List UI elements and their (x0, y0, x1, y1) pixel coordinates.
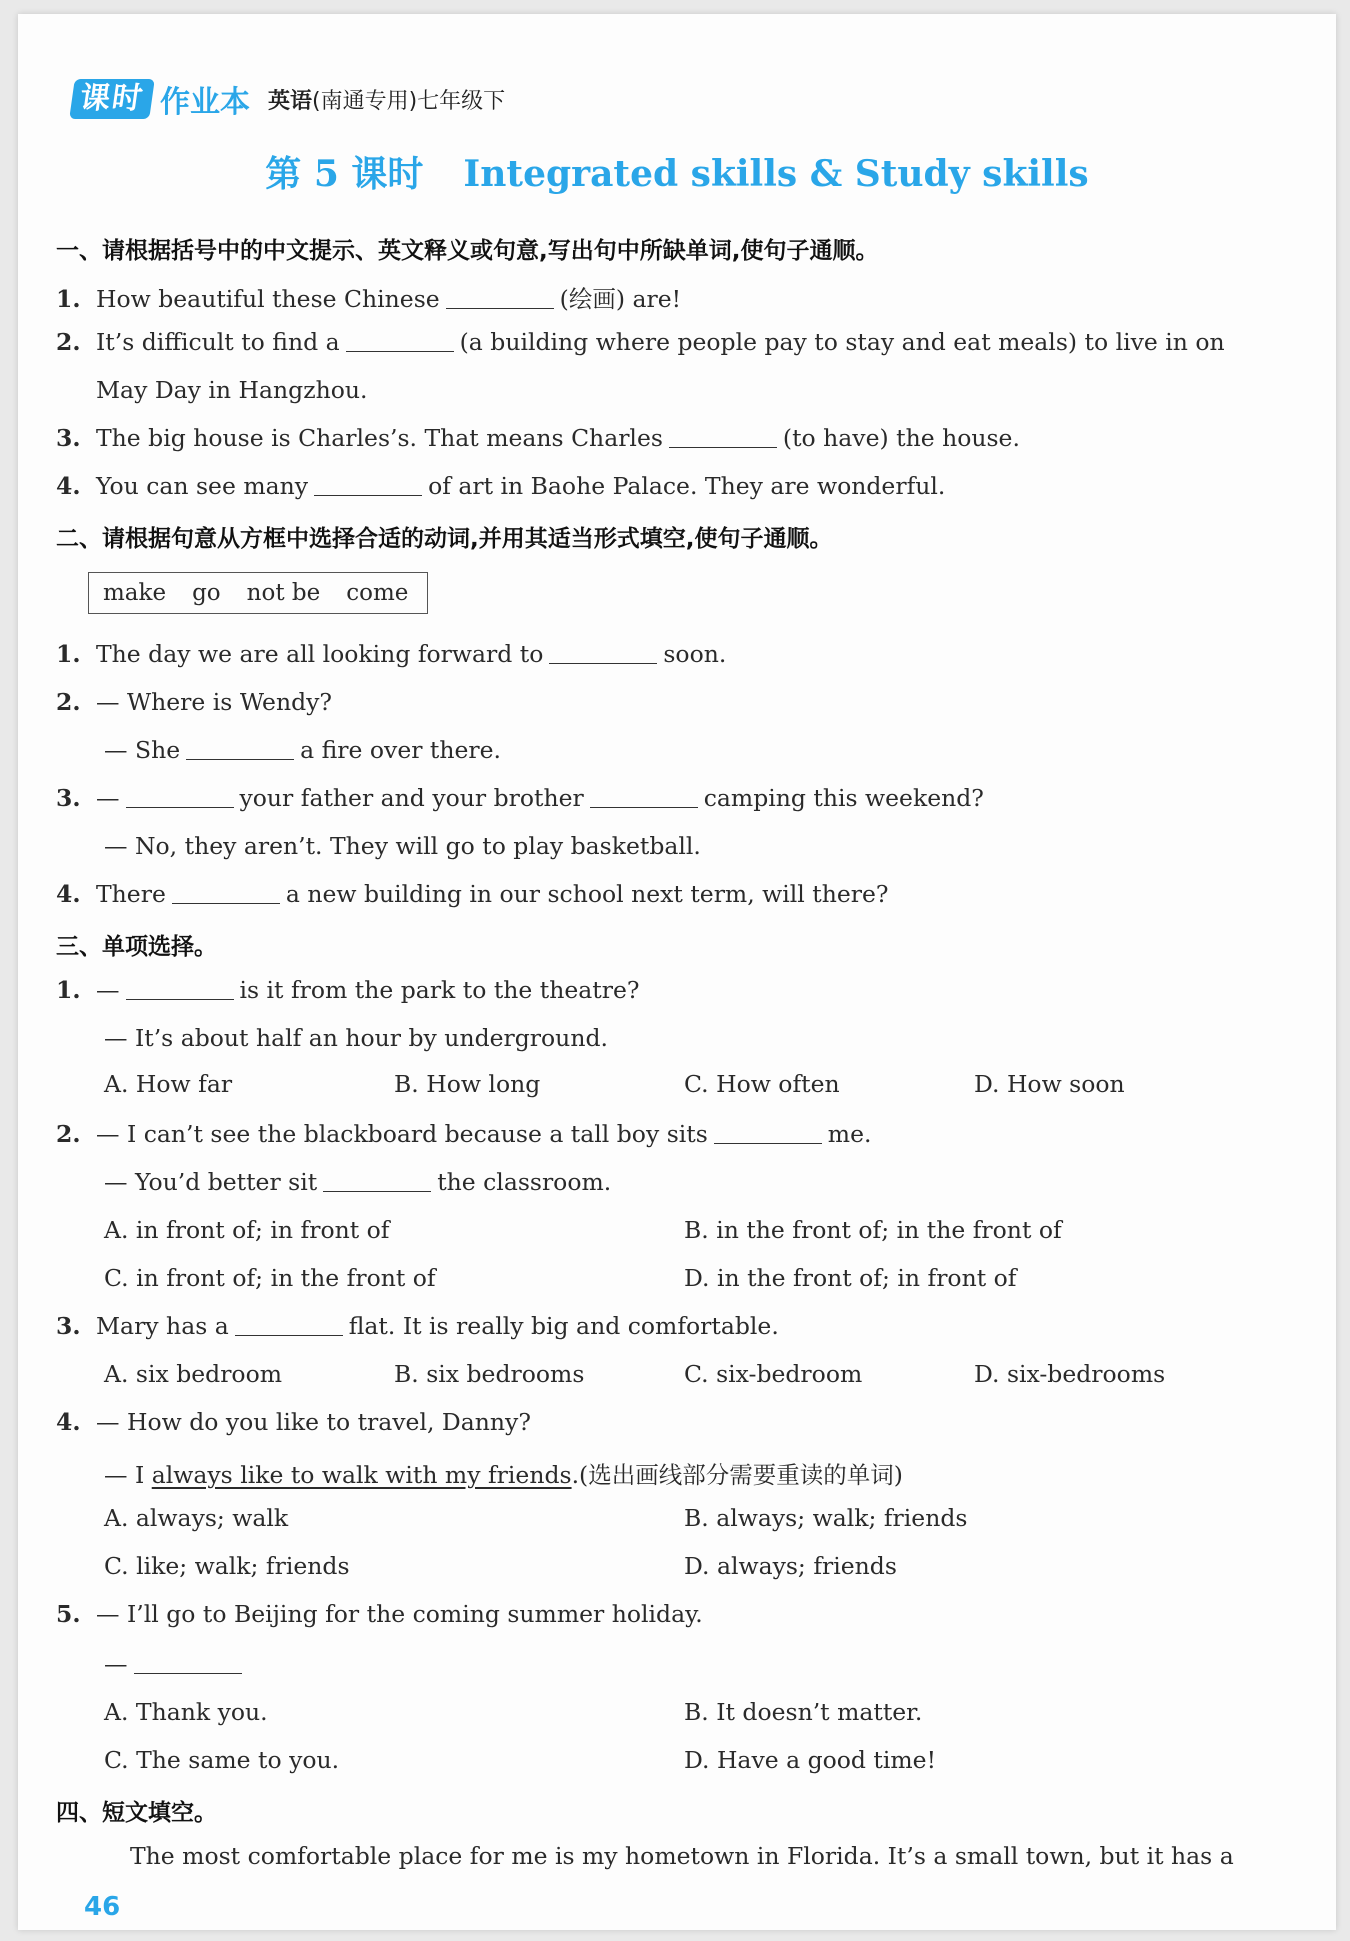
s2-question-4: 4. There a new building in our school next term, will there? (56, 880, 889, 908)
s3-q4-option-a[interactable]: A. always; walk (104, 1504, 289, 1532)
brand-logo: 课时 (69, 79, 155, 119)
answer-blank[interactable] (186, 758, 294, 760)
section-1-heading: 一、请根据括号中的中文提示、英文释义或句意,写出句中所缺单词,使句子通顺。 (56, 238, 879, 264)
answer-blank[interactable] (126, 998, 234, 1000)
s3-q2-option-d[interactable]: D. in the front of; in front of (684, 1264, 1017, 1292)
s3-q1-option-a[interactable]: A. How far (104, 1070, 233, 1098)
section-2-heading: 二、请根据句意从方框中选择合适的动词,并用其适当形式填空,使句子通顺。 (56, 526, 833, 552)
s3-q1-option-d[interactable]: D. How soon (974, 1070, 1125, 1098)
s3-question-1-reply: — It’s about half an hour by underground. (104, 1024, 608, 1052)
s3-q5-option-d[interactable]: D. Have a good time! (684, 1746, 937, 1774)
s3-q1-option-b[interactable]: B. How long (394, 1070, 541, 1098)
s3-q1-option-c[interactable]: C. How often (684, 1070, 840, 1098)
answer-blank[interactable] (134, 1672, 242, 1674)
word-option: go (192, 580, 221, 606)
s1-question-3: 3. The big house is Charles’s. That means Charles (to have) the house. (56, 424, 1020, 452)
s2-question-2-answer: — She a fire over there. (104, 736, 502, 764)
answer-blank[interactable] (549, 662, 657, 664)
s3-q2-option-b[interactable]: B. in the front of; in the front of (684, 1216, 1062, 1244)
answer-blank[interactable] (714, 1142, 822, 1144)
lesson-title: 第 5 课时 Integrated skills & Study skills (265, 153, 1089, 195)
s3-q4-option-b[interactable]: B. always; walk; friends (684, 1504, 968, 1532)
s3-q3-option-c[interactable]: C. six-bedroom (684, 1360, 863, 1388)
subject-label: 英语(南通专用)七年级下 (268, 88, 506, 114)
s3-question-4-reply: — I always like to walk with my friends.(选出画线部分需要重读的单词) (104, 1461, 903, 1489)
section-3-heading: 三、单项选择。 (56, 934, 217, 960)
s3-q3-option-b[interactable]: B. six bedrooms (394, 1360, 585, 1388)
header (72, 76, 505, 122)
answer-blank[interactable] (126, 806, 234, 808)
word-option: come (346, 580, 409, 606)
answer-blank[interactable] (590, 806, 698, 808)
s1-question-1: 1. How beautiful these Chinese (绘画) are! (56, 285, 682, 313)
answer-blank[interactable] (446, 307, 554, 309)
brand-name: 作业本 (160, 85, 250, 120)
s3-q5-option-c[interactable]: C. The same to you. (104, 1746, 340, 1774)
s1-question-2-cont: May Day in Hangzhou. (96, 376, 368, 404)
s2-question-3: 3. — your father and your brother camping this weekend? (56, 784, 984, 812)
s3-question-5-reply: — (104, 1650, 248, 1678)
s1-question-4: 4. You can see many of art in Baohe Palace. They are wonderful. (56, 472, 946, 500)
word-option: not be (246, 580, 321, 606)
s3-question-4: 4. — How do you like to travel, Danny? (56, 1408, 531, 1436)
s3-question-2-reply: — You’d better sit the classroom. (104, 1168, 612, 1196)
underlined-phrase: always like to walk with my friends (151, 1461, 572, 1489)
s3-q4-option-c[interactable]: C. like; walk; friends (104, 1552, 350, 1580)
s3-question-3: 3. Mary has a flat. It is really big and comfortable. (56, 1312, 779, 1340)
s3-q5-option-a[interactable]: A. Thank you. (104, 1698, 268, 1726)
answer-blank[interactable] (314, 494, 422, 496)
word-option: make (103, 580, 167, 606)
workbook-page (18, 14, 1336, 1930)
s1-question-2: 2. It’s difficult to find a (a building where people pay to stay and eat meals) to live in on (56, 328, 1225, 356)
s3-q4-option-d[interactable]: D. always; friends (684, 1552, 897, 1580)
answer-blank[interactable] (346, 350, 454, 352)
s2-question-3-reply: — No, they aren’t. They will go to play basketball. (104, 832, 701, 860)
s3-question-5: 5. — I’ll go to Beijing for the coming summer holiday. (56, 1600, 703, 1628)
s3-q3-option-d[interactable]: D. six-bedrooms (974, 1360, 1166, 1388)
s3-question-1: 1. — is it from the park to the theatre? (56, 976, 640, 1004)
page-number: 46 (84, 1892, 121, 1922)
s3-q2-option-a[interactable]: A. in front of; in front of (104, 1216, 390, 1244)
s3-q3-option-a[interactable]: A. six bedroom (104, 1360, 283, 1388)
answer-blank[interactable] (235, 1334, 343, 1336)
s2-question-2: 2. — Where is Wendy? (56, 688, 333, 716)
passage-text: The most comfortable place for me is my hometown in Florida. It’s a small town, but it has a (130, 1842, 1234, 1870)
answer-blank[interactable] (172, 902, 280, 904)
s3-question-2: 2. — I can’t see the blackboard because a tall boy sits me. (56, 1120, 872, 1148)
answer-blank[interactable] (669, 446, 777, 448)
word-box (88, 572, 428, 614)
answer-blank[interactable] (323, 1190, 431, 1192)
s3-q2-option-c[interactable]: C. in front of; in the front of (104, 1264, 436, 1292)
section-4-heading: 四、短文填空。 (56, 1800, 217, 1826)
s3-q5-option-b[interactable]: B. It doesn’t matter. (684, 1698, 923, 1726)
s2-question-1: 1. The day we are all looking forward to soon. (56, 640, 727, 668)
